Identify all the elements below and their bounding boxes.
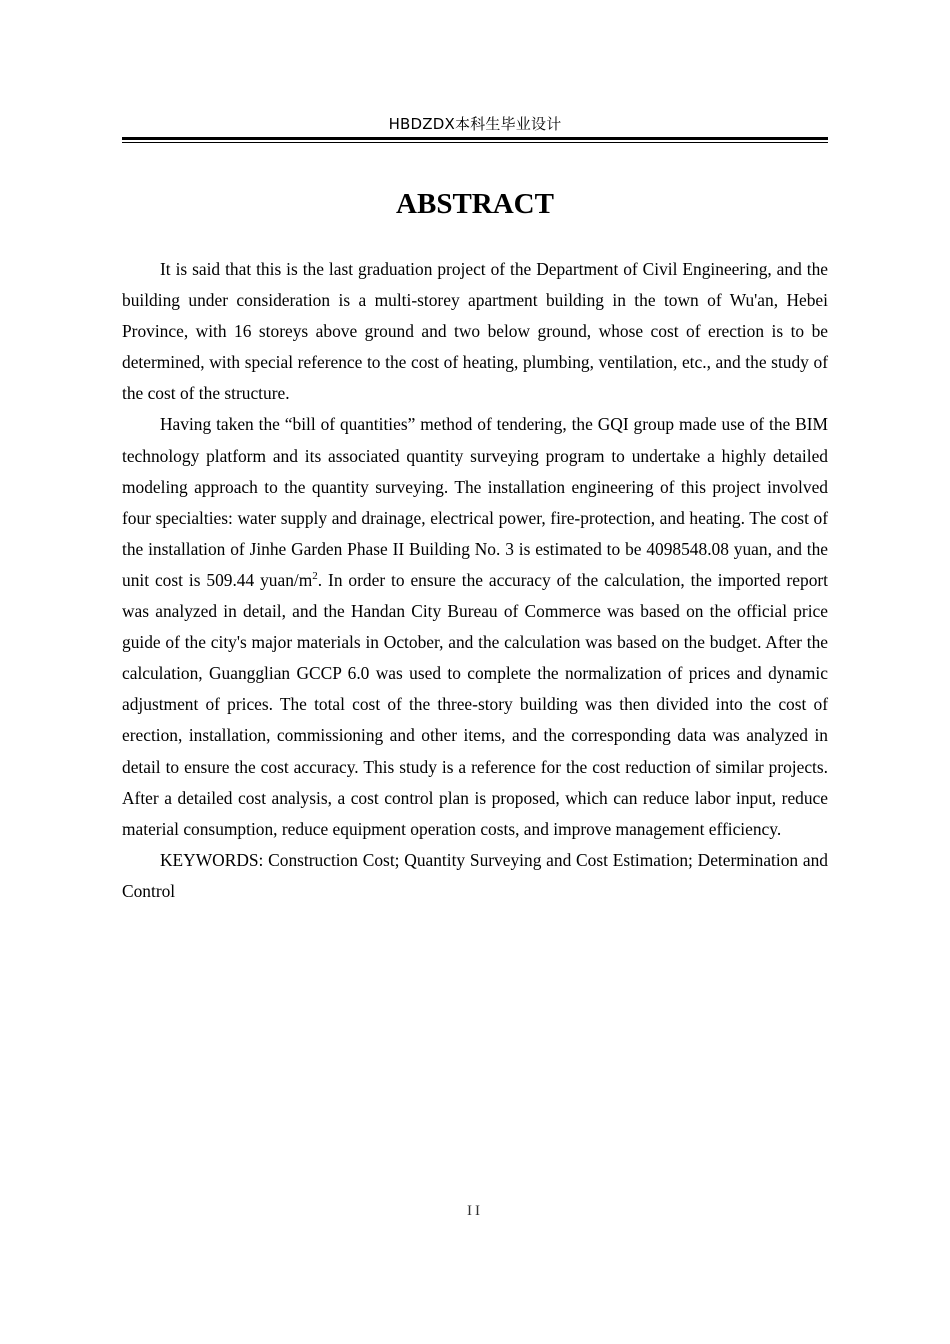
- page-number: II: [467, 1203, 483, 1219]
- keywords-paragraph: KEYWORDS: Construction Cost; Quantity Surveying and Cost Estimation; Determination and Control: [122, 849, 828, 901]
- paragraph-2-text-end: . In order to ensure the accuracy of the calculation, the imported report was analyzed in detail, and the Handan City Bureau of Commerce was based on the official price guide of the city's major materials in October, and the calculation was based on the budget. After the calculation, Guangglian GCCP 6.0 was used to complete the normalization of prices and dynamic adjustment of prices. The total cost of the three-story building was then divided into the cost of erection, installation, commissioning and other items, and the corresponding data was analyzed in detail to ensure the cost accuracy. This study is a reference for the cost reduction of similar projects. After a detailed cost analysis, a cost control plan is proposed, which can reduce labor input, reduce material consumption, reduce equipment operation costs, and improve management efficiency.: [122, 569, 829, 839]
- unit-superscript: 2: [312, 570, 318, 583]
- abstract-paragraph-2: [122, 409, 828, 844]
- abstract-paragraph-1: It is said that this is the last graduation project of the Department of Civil Engineering, and the building under consideration is a multi-storey apartment building in the town of Wu'an, Hebei Province, with 16 storeys above ground and two below ground, whose cost of erection is to be determined, with special reference to the cost of heating, plumbing, ventilation, etc., and the study of the cost of the structure.: [122, 259, 828, 404]
- abstract-title: ABSTRACT: [396, 188, 554, 220]
- running-header: HBDZDX本科生毕业设计: [388, 115, 562, 133]
- paragraph-2-text-start: Having taken the “bill of quantities” method of tendering, the GQI group made use of the BIM technology platform and its associated quantity surveying program to undertake a highly detailed modeling approach to the quantity surveying. The installation engineering of this project involved four specialties: water supply and drainage, electrical power, fire-protection, and heating. The cost of the installation of Jinhe Garden Phase II Building No. 3 is estimated to be 4098548.08 yuan, and the unit cost is 509.44 yuan/m: [122, 414, 828, 590]
- abstract-body: [122, 254, 828, 907]
- header-rule-thick: [122, 137, 828, 140]
- header-rule-thin: [122, 142, 828, 143]
